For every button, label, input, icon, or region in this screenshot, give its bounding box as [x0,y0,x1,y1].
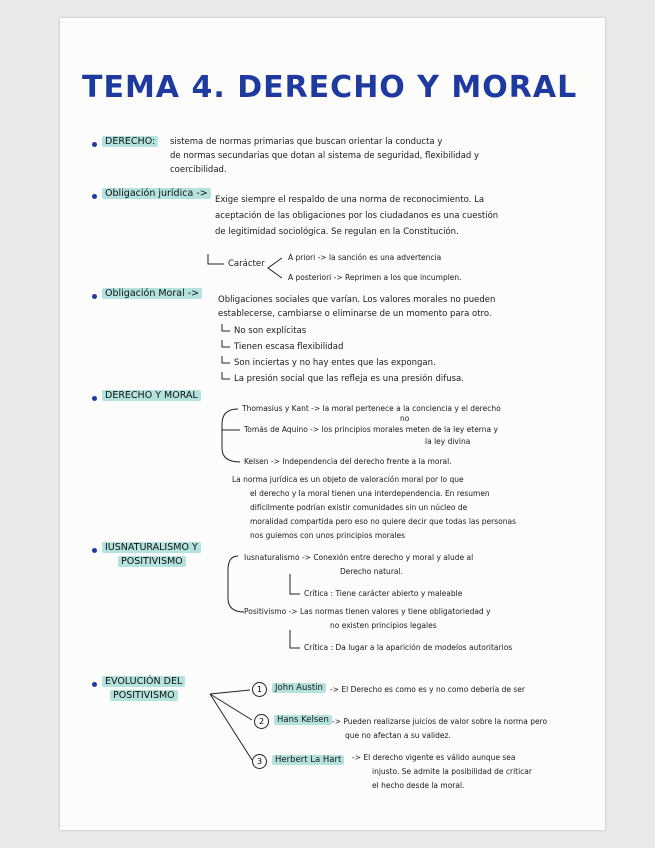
number-1-icon: 1 [252,682,267,697]
iusnat-critica: Crítica : Tiene carácter abierto y maleable [304,589,463,598]
hart-name: Herbert La Hart [272,754,344,766]
bullet-icon [92,396,97,401]
dash-line-2: el derecho y la moral tienen una interdependencia. En resumen [250,489,490,498]
obl-moral-item-1: No son explícitas [234,326,307,336]
obl-juridica-line-3: de legitimidad sociológica. Se regulan en la Constitución. [215,227,459,237]
number-3-icon: 3 [252,754,267,769]
heading-evolucion: EVOLUCIÓN DEL [102,676,185,687]
heading-obligacion-moral: Obligación Moral -> [102,288,202,299]
kelsen-text: Kelsen -> Independencia del derecho frente a la moral. [244,457,452,466]
positivismo-line-1: Positivismo -> Las normas tienen valores y tiene obligatoriedad y [244,607,491,616]
apriori-text: A priori -> la sanción es una advertencia [288,253,442,262]
heading-evolucion-positivismo: POSITIVISMO [110,690,178,701]
tomas-line-1: Tomás de Aquino -> los principios morales meten de la ley eterna y [244,425,498,434]
dash-line-5: nos guiemos con unos principios morales [250,531,406,540]
austin-text: -> El Derecho es como es y no como debería de ser [330,685,525,694]
kelsen-evo-line-2: que no afectan a su validez. [345,731,451,740]
heading-derecho-y-moral: DERECHO Y MORAL [102,390,201,401]
derecho-line-1: sistema de normas primarias que buscan orientar la conducta y [170,137,443,147]
tomas-line-2: la ley divina [425,437,471,446]
bullet-icon [92,142,97,147]
obl-juridica-line-1: Exige siempre el respaldo de una norma de reconocimiento. La [215,195,485,205]
hart-line-1: -> El derecho vigente es válido aunque sea [352,753,516,762]
number-2-icon: 2 [254,714,269,729]
bullet-icon [92,294,97,299]
obl-juridica-line-2: aceptación de las obligaciones por los ciudadanos es una cuestión [215,211,499,221]
dash-line-1: La norma jurídica es un objeto de valoración moral por lo que [232,475,464,484]
kelsen-name: Hans Kelsen [274,714,332,726]
bullet-icon [92,194,97,199]
heading-obligacion-juridica: Obligación jurídica -> [102,188,211,199]
positivismo-critica: Crítica : Da lugar a la aparición de modelos autoritarios [304,643,513,652]
hart-line-3: el hecho desde la moral. [372,781,465,790]
aposteriori-text: A posteriori -> Reprimen a los que incumplen. [288,273,462,282]
kelsen-evo-line-1: -> Pueden realizarse juicios de valor sobre la norma pero [332,717,548,726]
derecho-line-3: coercibilidad. [170,165,227,175]
page-title: TEMA 4. DERECHO Y MORAL [82,70,578,105]
obl-moral-item-2: Tienen escasa flexibilidad [234,342,344,352]
obl-moral-item-3: Son inciertas y no hay entes que las expongan. [234,358,436,368]
thomasius-text: Thomasius y Kant -> la moral pertenece a la conciencia y el derecho [242,404,501,413]
iusnat-line-2: Derecho natural. [340,567,403,576]
caracter-label: Carácter [228,259,265,269]
heading-iusnaturalismo: IUSNATURALISMO Y [102,542,201,553]
thomasius-no: no [400,414,410,423]
obl-moral-item-4: La presión social que las refleja es una presión difusa. [234,374,464,384]
austin-name: John Austin [272,682,326,694]
heading-positivismo: POSITIVISMO [118,556,186,567]
positivismo-line-2: no existen principios legales [330,621,437,630]
dash-line-3: difícilmente podrían existir comunidades sin un núcleo de [250,503,468,512]
bullet-icon [92,548,97,553]
hart-line-2: injusto. Se admite la posibilidad de criticar [372,767,532,776]
obl-moral-line-1: Obligaciones sociales que varían. Los valores morales no pueden [218,295,496,305]
dash-line-4: moralidad compartida pero eso no quiere decir que todas las personas [250,517,517,526]
heading-derecho: DERECHO: [102,136,158,147]
iusnat-line-1: Iusnaturalismo -> Conexión entre derecho y moral y alude al [244,553,474,562]
bullet-icon [92,682,97,687]
derecho-line-2: de normas secundarias que dotan al sistema de seguridad, flexibilidad y [170,151,480,161]
obl-moral-line-2: establecerse, cambiarse o eliminarse de un momento para otro. [218,309,492,319]
